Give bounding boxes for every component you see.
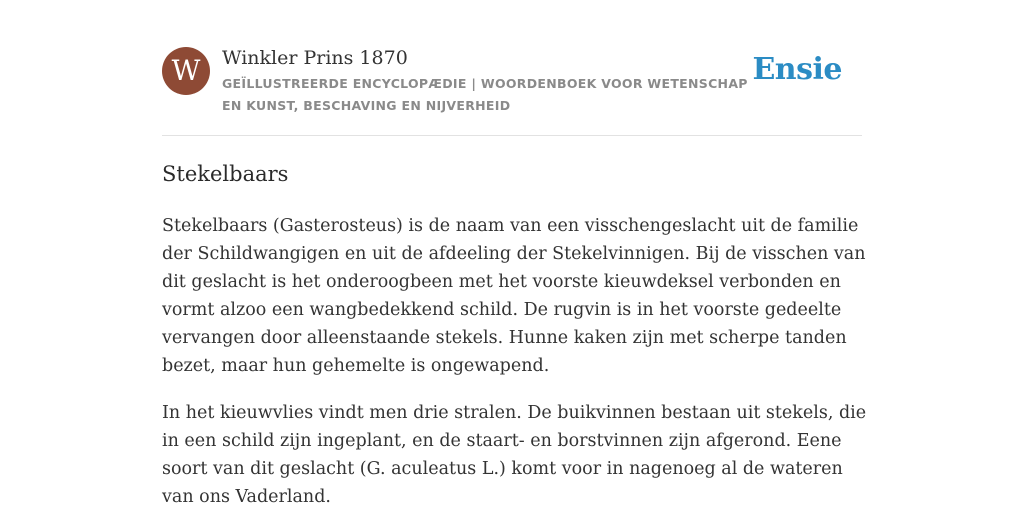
article-paragraph-1: Stekelbaars (Gasterosteus) is de naam van een visschengeslacht uit de familie der Schildwangigen en uit de afdeeling der Stekelvinnigen. Bij de visschen van dit geslacht is het onderoogbeen met het voorste kieuwdeksel verbonden en vormt alzoo een wangbedekkend schild. De rugvin is in het voorste gedeelte vervangen door alleenstaande stekels. Hunne kaken zijn met scherpe tanden bezet, maar hun gehemelte is ongewapend. [162,216,866,376]
source-header [162,44,862,116]
article-paragraph-2: In het kieuwvlies vindt men drie stralen. De buikvinnen bestaan uit stekels, die in een schild zijn ingeplant, en de staart- en borstvinnen zijn afgerond. Eene soort van dit geslacht (G. aculeatus L.) komt voor in nagenoeg al de wateren van ons Vaderland. [162,403,867,507]
ensie-logo[interactable]: Ensie [752,52,842,87]
source-subtitle: GEÏLLUSTREERDE ENCYCLOPÆDIE | WOORDENBOEK VOOR WETENSCHAP EN KUNST, BESCHAVING EN NIJVERHEID [222,76,748,113]
source-avatar[interactable]: W [162,47,210,95]
article-title: Stekelbaars [162,162,289,186]
header-divider [162,135,862,136]
source-title[interactable]: Winkler Prins 1870 [222,47,408,69]
